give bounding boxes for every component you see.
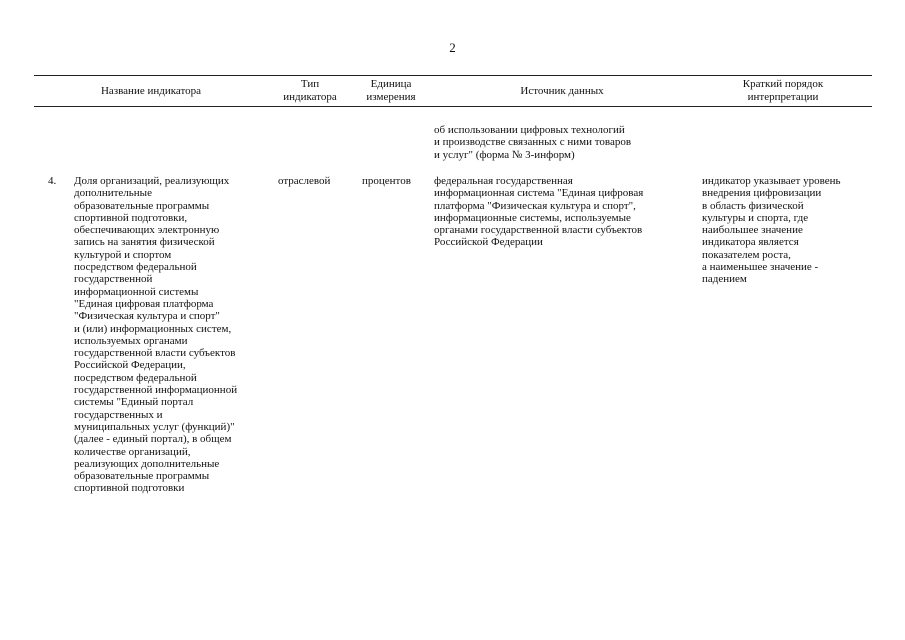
header-indicator-name: Название индикатора xyxy=(100,85,202,97)
row-indicator-type: отраслевой xyxy=(278,175,331,187)
row-number: 4. xyxy=(48,175,57,187)
table-header-top-rule xyxy=(34,75,872,76)
table-header-bottom-rule xyxy=(34,106,872,107)
header-interpretation: Краткий порядок интерпретации xyxy=(742,78,824,103)
row-indicator-name: Доля организаций, реализующих дополнительные образовательные программы спортивной подготовки, обеспечивающих электронную запись на занятия физической культурой и спортом посредством федеральной государственной информационной системы "Единая цифровая платформа "Физическая культура и спорт" и (или) информационных систем, используемых органами государственной власти субъектов Российской Федерации, посредством федеральной государственной информационной системы "Единый портал государственных и муниципальных услуг (функций)" (далее - единый портал), в общем количестве организаций, реализующих дополнительные образовательные программы спортивной подготовки xyxy=(74,175,238,495)
header-data-source: Источник данных xyxy=(520,85,604,97)
row-interpretation: индикатор указывает уровень внедрения цифровизации в область физической культуры и спорта, где наибольшее значение индикатора является показателем роста, а наименьшее значение - падением xyxy=(702,175,841,286)
row-data-source: федеральная государственная информационная система "Единая цифровая платформа "Физическая культура и спорт", информационные системы, используемые органами государственной власти субъектов Российской Федерации xyxy=(434,175,644,249)
row-unit: процентов xyxy=(362,175,411,187)
header-indicator-type: Тип индикатора xyxy=(283,78,337,103)
page-number: 2 xyxy=(449,40,456,55)
continued-source-text: об использовании цифровых технологий и производстве связанных с ними товаров и услуг" (форма № 3-информ) xyxy=(434,124,632,161)
header-unit: Единица измерения xyxy=(366,78,416,103)
